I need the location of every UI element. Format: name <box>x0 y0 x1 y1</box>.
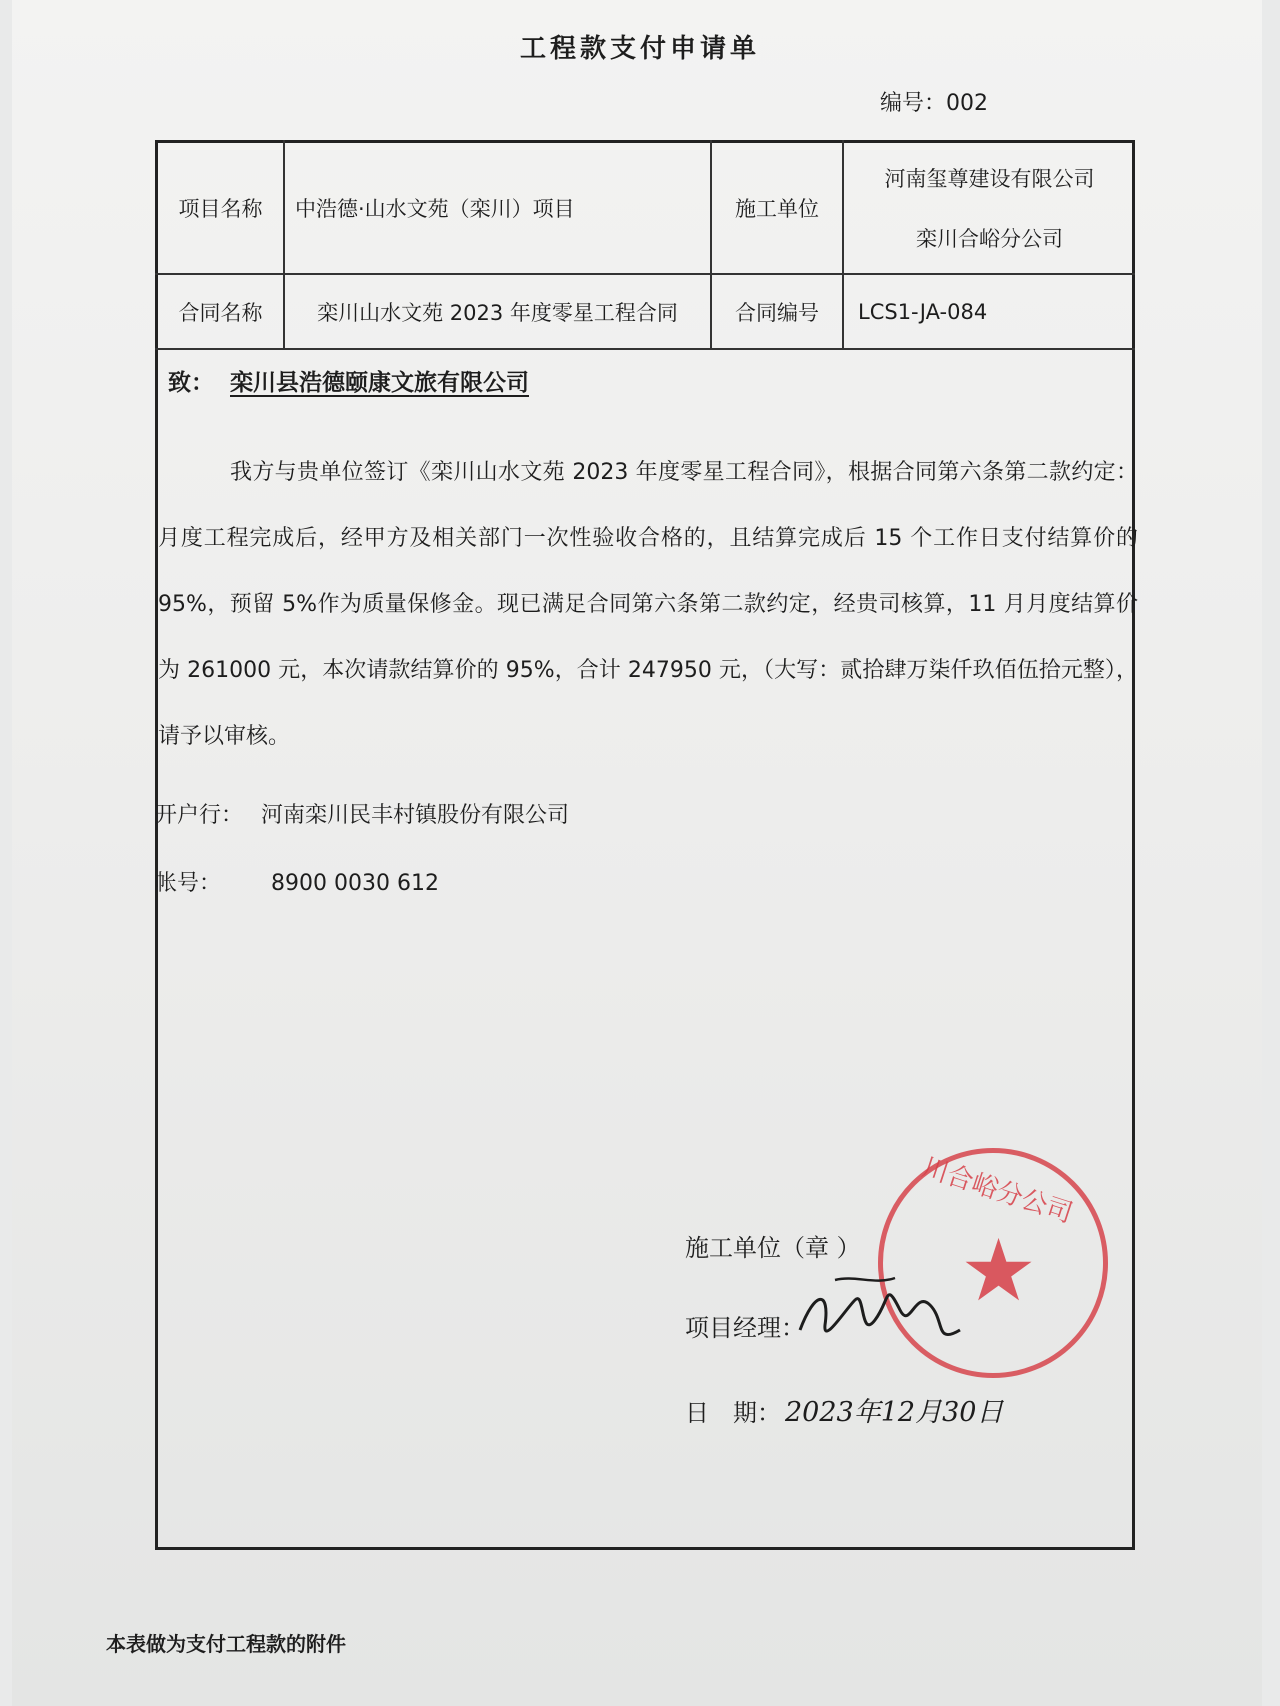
recipient-line <box>168 364 529 397</box>
seal-text: 川合峪分公司 <box>918 1152 1077 1230</box>
contract-no-value: LCS1-JA-084 <box>858 299 988 324</box>
contractor-value <box>844 142 1135 273</box>
bank-label: 开户行： <box>155 803 244 828</box>
bank-value: 河南栾川民丰村镇股份有限公司 <box>261 803 570 828</box>
contract-no-label: 合同编号 <box>735 300 819 325</box>
recipient-label: 致： <box>168 369 214 396</box>
serial-label: 编号： <box>880 91 947 116</box>
footer-note: 本表做为支付工程款的附件 <box>106 1632 346 1656</box>
serial-value: 002 <box>946 91 989 116</box>
date-line <box>685 1390 1003 1429</box>
serial-number <box>880 86 988 117</box>
bank-line <box>155 798 569 829</box>
contractor-seal-label: 施工单位（章 ） <box>685 1234 861 1262</box>
manager-signature <box>795 1270 965 1360</box>
document-title: 工程款支付申请单 <box>519 34 760 64</box>
account-value: 8900 0030 612 <box>271 871 439 896</box>
seal-star-icon: ★ <box>960 1221 1038 1321</box>
date-handwritten: 2023年12月30日 <box>785 1397 1004 1428</box>
account-line <box>155 866 439 897</box>
contract-name-label: 合同名称 <box>178 300 263 325</box>
request-body: 我方与贵单位签订《栾川山水文苑 2023 年度零星工程合同》，根据合同第六条第二款约定：月度工程完成后，经甲方及相关部门一次性验收合格的，且结算完成后 15 个工作日支付结算价的 95%，预留 5%作为质量保修金。现已满足合同第六条第二款约定，经贵司核算，11 月月度结算价为 261000 元，本次请款结算价的 95%，合计 247950 元，（大写：贰拾肆万柒仟玖佰伍拾元整），请予以审核。 <box>158 460 1138 749</box>
project-name-value: 中浩德·山水文苑（栾川）项目 <box>295 196 575 221</box>
account-label: 帐号： <box>155 871 222 896</box>
contract-name-value: 栾川山水文苑 2023 年度零星工程合同 <box>317 300 678 325</box>
project-name-label: 项目名称 <box>178 196 263 221</box>
contractor-line1: 河南玺尊建设有限公司 <box>884 166 1095 191</box>
table-bottom-border <box>155 348 1135 350</box>
recipient-name: 栾川县浩德颐康文旅有限公司 <box>230 369 529 396</box>
date-label: 日 期： <box>685 1399 781 1427</box>
contractor-line2: 栾川合峪分公司 <box>916 226 1063 251</box>
contractor-label: 施工单位 <box>735 196 819 221</box>
manager-label: 项目经理： <box>685 1314 805 1342</box>
